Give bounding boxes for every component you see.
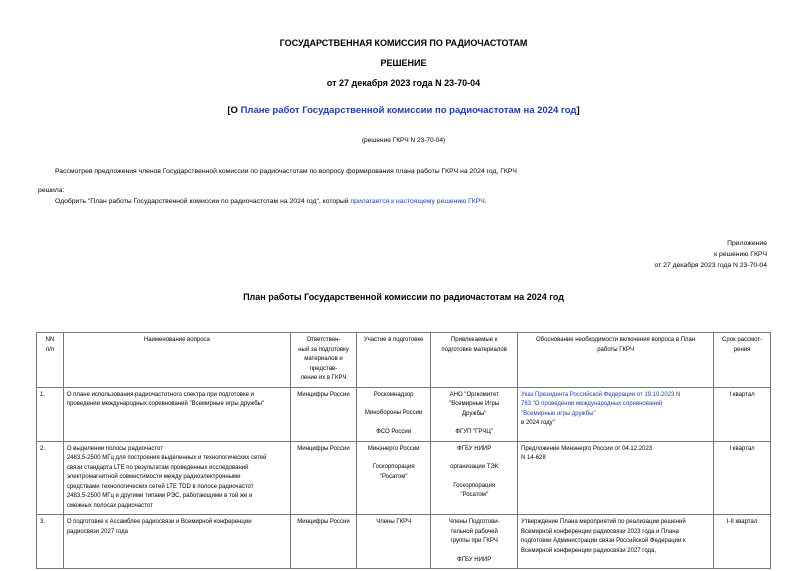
header-responsible: Ответствен- ный за подготовку материалов и представ- ление их в ГКРЧ <box>290 333 356 388</box>
subject-open: [О <box>227 105 241 116</box>
row-involved: АНО "Оргкомитет "Всемирные Игры Дружбы" ФГУП "ГРЧЦ" <box>431 387 518 441</box>
row-issue: О подготовке к Ассамблее радиосвязи и Всемирной конференции радиосвязи 2027 года <box>63 515 290 569</box>
approve-link[interactable]: прилагается к настоящему решению ГКРЧ <box>350 198 485 205</box>
approve-end: . <box>484 198 487 205</box>
subject-link[interactable]: Плане работ Государственной комиссии по радиочастотам на 2024 год <box>240 105 577 116</box>
header-issue: Наименование вопроса <box>63 333 290 388</box>
row-responsible: Минцифры России <box>290 441 356 515</box>
appendix-line-1: Приложение <box>727 240 767 247</box>
table-row <box>37 441 771 515</box>
row-number: 3. <box>37 515 64 569</box>
row-issue: О плане использования радиочастотного спектра при подготовке и проведении международных соревнований "Всемирные игры дружбы" <box>63 387 290 441</box>
row-responsible: Минцифры России <box>290 387 356 441</box>
header-commission: ГОСУДАРСТВЕННАЯ КОМИССИЯ ПО РАДИОЧАСТОТАМ <box>279 38 528 48</box>
row-participation: Роскомнадзор Минобороны России ФСО России <box>357 387 431 441</box>
preamble-text: Рассмотрев предложения членов Государственной комиссии по радиочастотам по вопросу формирования плана работы ГКРЧ на 2024 год, ГКРЧ <box>55 168 517 175</box>
header-participation: Участие в подготовке <box>357 333 431 388</box>
subject-title <box>0 105 807 116</box>
row-issue: О выделении полосы радиочастот 2483,5-2500 МГц для построения выделенных и технологических сетей связи стандарта LTE по результатам проведенных исследований электромагнитной совместимости между радиоэлектронными средствами технологических сетей LTE TDD в полосе радиочастот 2483,5-2500 МГц и другими типами РЭС, работающими в той же и смежных полосах радиочастот <box>63 441 290 515</box>
approve-main: Одобрить "План работы Государственной комиссии по радиочастотам на 2024 год", который <box>55 198 351 205</box>
row-basis: Предложение Минэнерго России от 04.12.2023 N 14-628 <box>518 441 714 515</box>
basis-link-line[interactable]: "Всемирные игры дружбы" <box>521 410 596 417</box>
row-involved: Члены Подготови- тельной рабочей группы при ГКРЧ ФГБУ НИИР <box>431 515 518 569</box>
row-basis: Утверждение Плана мероприятий по реализации решений Всемирной конференции радиосвязи 2023 года и Плана подготовки Администрации связи Российской Федерации к Всемирной конференции радиосвязи 2027 года, <box>518 515 714 569</box>
header-involved: Привлекаемые к подготовке материалов <box>431 333 518 388</box>
row-involved: ФГБУ НИИР организации ТЭК Госкорпорация "Росатом" <box>431 441 518 515</box>
plan-title: План работы Государственной комиссии по радиочастотам на 2024 год <box>243 292 564 302</box>
row-number: 2. <box>37 441 64 515</box>
row-responsible: Минцифры России <box>290 515 356 569</box>
resolved-label: решила: <box>38 187 65 194</box>
row-term: I квартал <box>714 387 771 441</box>
header-term: Срок рассмот- рения <box>714 333 771 388</box>
approve-text <box>55 198 487 205</box>
basis-link-line[interactable]: 783 "О проведении международных соревнований <box>521 401 663 407</box>
row-participation: Члены ГКРЧ <box>357 515 431 569</box>
row-number: 1. <box>37 387 64 441</box>
plan-table <box>36 332 771 569</box>
decision-reference: (решение ГКРЧ N 23-70-04) <box>361 137 446 144</box>
table-row <box>37 515 771 569</box>
header-decision: РЕШЕНИЕ <box>380 58 427 68</box>
row-term: I квартал <box>714 441 771 515</box>
appendix-line-2: к решению ГКРЧ <box>714 251 767 258</box>
header-date: от 27 декабря 2023 года N 23-70-04 <box>326 78 481 88</box>
row-participation: Минэнерго России Госкорпорация "Росатом" <box>357 441 431 515</box>
table-row <box>37 387 771 441</box>
appendix-block <box>654 238 767 271</box>
header-basis: Обоснование необходимости включения вопроса в План работы ГКРЧ <box>518 333 714 388</box>
basis-link-line[interactable]: Указ Президента Российской Федерации от 19.10.2023 N <box>521 391 681 398</box>
table-header-row <box>37 333 771 388</box>
header-number: NN п/п <box>37 333 64 388</box>
row-basis: Указ Президента Российской Федерации от 19.10.2023 N 783 "О проведении международных соревнований "Всемирные игры дружбы" в 2024 году" <box>518 387 714 441</box>
appendix-line-3: от 27 декабря 2023 года N 23-70-04 <box>654 262 767 269</box>
subject-close: ] <box>576 105 580 116</box>
row-term: I-II квартал <box>714 515 771 569</box>
